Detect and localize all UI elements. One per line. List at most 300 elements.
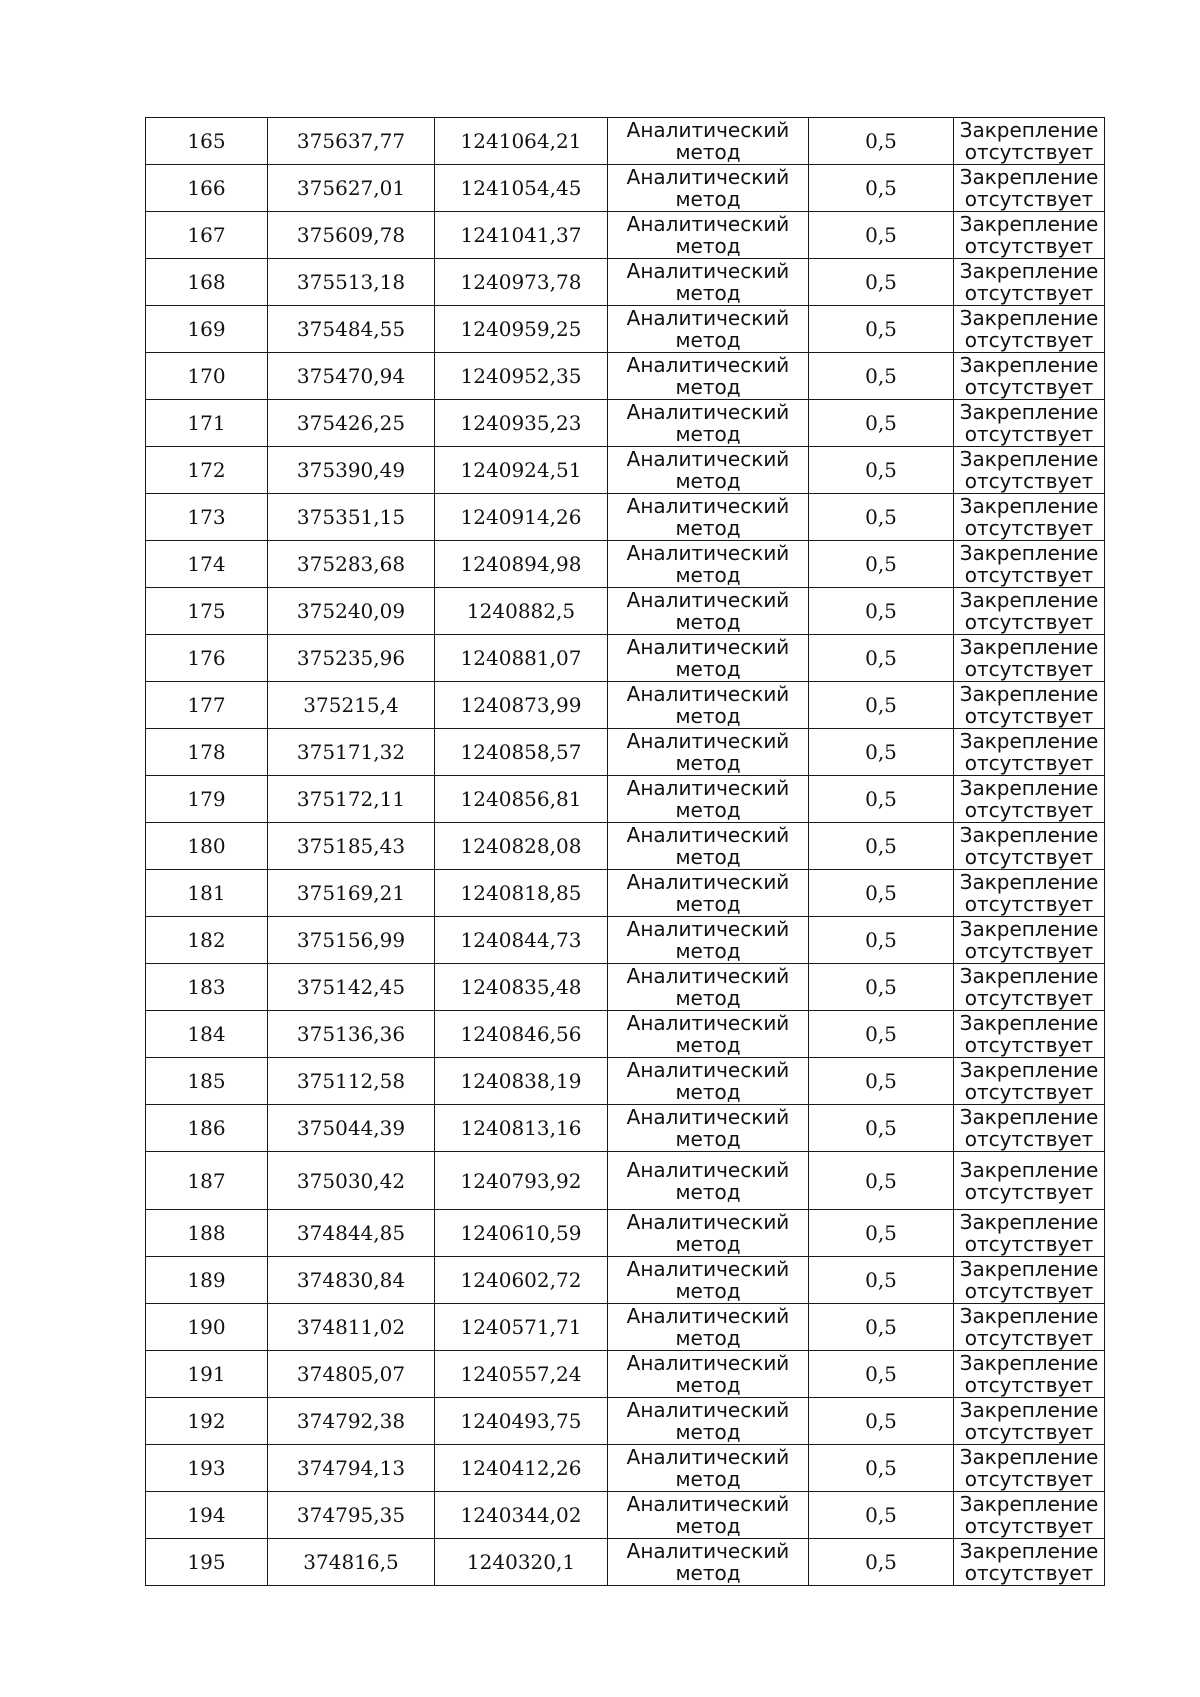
fixation-line-1: Закрепление [959,1210,1099,1234]
method-cell [608,823,809,870]
x-coordinate-cell: 375283,68 [268,541,435,588]
method-line-1: Аналитический [626,1210,790,1234]
table-row [146,1539,1105,1586]
fixation-line-2: отсутствует [964,1514,1094,1538]
method-line-2: метод [675,1467,741,1491]
fixation-cell [954,729,1105,776]
point-number-cell: 190 [146,1304,268,1351]
method-line-2: метод [675,1279,741,1303]
fixation-line-2: отсутствует [964,704,1094,728]
table-row [146,165,1105,212]
method-line-1: Аналитический [626,776,790,800]
fixation-line-1: Закрепление [959,259,1099,283]
x-coordinate-cell: 374805,07 [268,1351,435,1398]
point-number-cell: 170 [146,353,268,400]
fixation-line-2: отсутствует [964,140,1094,164]
x-coordinate-cell: 374795,35 [268,1492,435,1539]
fixation-cell [954,212,1105,259]
fixation-cell [954,259,1105,306]
fixation-cell [954,1210,1105,1257]
fixation-line-1: Закрепление [959,306,1099,330]
accuracy-cell: 0,5 [809,1152,954,1210]
fixation-line-1: Закрепление [959,212,1099,236]
point-number-cell: 173 [146,494,268,541]
accuracy-cell: 0,5 [809,447,954,494]
fixation-cell [954,1351,1105,1398]
accuracy-cell: 0,5 [809,400,954,447]
method-cell [608,588,809,635]
table-row [146,306,1105,353]
method-cell [608,1058,809,1105]
method-line-2: метод [675,1514,741,1538]
x-coordinate-cell: 375240,09 [268,588,435,635]
point-number-cell: 194 [146,1492,268,1539]
method-cell [608,212,809,259]
fixation-line-2: отсутствует [964,375,1094,399]
method-cell [608,494,809,541]
fixation-line-2: отсутствует [964,657,1094,681]
table-row [146,776,1105,823]
fixation-line-2: отсутствует [964,892,1094,916]
table-row [146,729,1105,776]
method-cell [608,118,809,165]
method-line-1: Аналитический [626,1351,790,1375]
point-number-cell: 172 [146,447,268,494]
accuracy-cell: 0,5 [809,1058,954,1105]
method-line-2: метод [675,845,741,869]
x-coordinate-cell: 375171,32 [268,729,435,776]
method-cell [608,353,809,400]
fixation-cell [954,823,1105,870]
table-row [146,1011,1105,1058]
fixation-line-2: отсутствует [964,1127,1094,1151]
fixation-line-2: отсутствует [964,1467,1094,1491]
point-number-cell: 191 [146,1351,268,1398]
method-line-2: метод [675,939,741,963]
fixation-line-1: Закрепление [959,1539,1099,1563]
method-line-2: метод [675,234,741,258]
table-row [146,1351,1105,1398]
fixation-cell [954,165,1105,212]
fixation-line-2: отсутствует [964,1080,1094,1104]
x-coordinate-cell: 375609,78 [268,212,435,259]
fixation-line-1: Закрепление [959,776,1099,800]
method-line-1: Аналитический [626,1304,790,1328]
fixation-line-2: отсутствует [964,469,1094,493]
method-cell [608,1351,809,1398]
y-coordinate-cell: 1240412,26 [435,1445,608,1492]
x-coordinate-cell: 375470,94 [268,353,435,400]
y-coordinate-cell: 1240952,35 [435,353,608,400]
method-cell [608,259,809,306]
table-row [146,353,1105,400]
method-line-2: метод [675,516,741,540]
accuracy-cell: 0,5 [809,1539,954,1586]
x-coordinate-cell: 375513,18 [268,259,435,306]
fixation-line-1: Закрепление [959,447,1099,471]
point-number-cell: 195 [146,1539,268,1586]
fixation-cell [954,1257,1105,1304]
method-line-2: метод [675,140,741,164]
method-cell [608,682,809,729]
y-coordinate-cell: 1240846,56 [435,1011,608,1058]
fixation-line-1: Закрепление [959,964,1099,988]
table-row [146,1058,1105,1105]
x-coordinate-cell: 375156,99 [268,917,435,964]
method-line-2: метод [675,328,741,352]
fixation-line-1: Закрепление [959,823,1099,847]
fixation-cell [954,917,1105,964]
method-cell [608,1011,809,1058]
method-line-1: Аналитический [626,1445,790,1469]
x-coordinate-cell: 375484,55 [268,306,435,353]
fixation-cell [954,353,1105,400]
point-number-cell: 174 [146,541,268,588]
table-row [146,541,1105,588]
accuracy-cell: 0,5 [809,964,954,1011]
point-number-cell: 193 [146,1445,268,1492]
method-line-1: Аналитический [626,588,790,612]
fixation-line-2: отсутствует [964,1033,1094,1057]
fixation-cell [954,1058,1105,1105]
method-cell [608,917,809,964]
fixation-line-2: отсутствует [964,798,1094,822]
method-line-2: метод [675,1561,741,1585]
method-line-1: Аналитический [626,447,790,471]
method-line-1: Аналитический [626,964,790,988]
fixation-cell [954,541,1105,588]
point-number-cell: 185 [146,1058,268,1105]
table-row [146,870,1105,917]
method-line-2: метод [675,281,741,305]
accuracy-cell: 0,5 [809,1105,954,1152]
x-coordinate-cell: 375426,25 [268,400,435,447]
point-number-cell: 192 [146,1398,268,1445]
point-number-cell: 189 [146,1257,268,1304]
table-row [146,212,1105,259]
fixation-line-1: Закрепление [959,682,1099,706]
y-coordinate-cell: 1241064,21 [435,118,608,165]
method-line-1: Аналитический [626,400,790,424]
x-coordinate-cell: 375169,21 [268,870,435,917]
method-line-1: Аналитический [626,212,790,236]
fixation-cell [954,1304,1105,1351]
fixation-cell [954,1492,1105,1539]
method-line-2: метод [675,1179,741,1204]
method-line-2: метод [675,657,741,681]
y-coordinate-cell: 1240557,24 [435,1351,608,1398]
method-line-1: Аналитический [626,1157,790,1182]
method-line-2: метод [675,751,741,775]
fixation-cell [954,447,1105,494]
method-line-1: Аналитический [626,1058,790,1082]
fixation-line-1: Закрепление [959,635,1099,659]
fixation-cell [954,118,1105,165]
fixation-cell [954,494,1105,541]
accuracy-cell: 0,5 [809,165,954,212]
x-coordinate-cell: 375136,36 [268,1011,435,1058]
fixation-cell [954,1152,1105,1210]
accuracy-cell: 0,5 [809,541,954,588]
point-number-cell: 178 [146,729,268,776]
method-line-1: Аналитический [626,1398,790,1422]
fixation-cell [954,964,1105,1011]
x-coordinate-cell: 374794,13 [268,1445,435,1492]
point-number-cell: 168 [146,259,268,306]
method-line-1: Аналитический [626,1105,790,1129]
y-coordinate-cell: 1240873,99 [435,682,608,729]
table-row [146,447,1105,494]
method-cell [608,635,809,682]
y-coordinate-cell: 1240602,72 [435,1257,608,1304]
accuracy-cell: 0,5 [809,729,954,776]
method-cell [608,1304,809,1351]
y-coordinate-cell: 1241054,45 [435,165,608,212]
method-line-1: Аналитический [626,823,790,847]
y-coordinate-cell: 1240344,02 [435,1492,608,1539]
fixation-line-1: Закрепление [959,1492,1099,1516]
accuracy-cell: 0,5 [809,118,954,165]
method-cell [608,1539,809,1586]
y-coordinate-cell: 1240935,23 [435,400,608,447]
point-number-cell: 186 [146,1105,268,1152]
method-line-2: метод [675,1232,741,1256]
method-line-1: Аналитический [626,353,790,377]
y-coordinate-cell: 1240844,73 [435,917,608,964]
method-line-2: метод [675,704,741,728]
accuracy-cell: 0,5 [809,776,954,823]
method-line-1: Аналитический [626,118,790,142]
fixation-line-1: Закрепление [959,870,1099,894]
fixation-cell [954,1398,1105,1445]
y-coordinate-cell: 1240320,1 [435,1539,608,1586]
x-coordinate-cell: 375044,39 [268,1105,435,1152]
fixation-line-1: Закрепление [959,165,1099,189]
point-number-cell: 179 [146,776,268,823]
x-coordinate-cell: 375627,01 [268,165,435,212]
point-number-cell: 165 [146,118,268,165]
fixation-line-1: Закрепление [959,1351,1099,1375]
coordinates-table [145,117,1105,1586]
point-number-cell: 169 [146,306,268,353]
x-coordinate-cell: 375637,77 [268,118,435,165]
point-number-cell: 180 [146,823,268,870]
method-line-1: Аналитический [626,1539,790,1563]
coordinates-table-body [146,118,1105,1586]
method-line-1: Аналитический [626,494,790,518]
x-coordinate-cell: 374811,02 [268,1304,435,1351]
fixation-line-1: Закрепление [959,1398,1099,1422]
fixation-line-1: Закрепление [959,541,1099,565]
y-coordinate-cell: 1240835,48 [435,964,608,1011]
fixation-cell [954,1445,1105,1492]
fixation-line-2: отсутствует [964,751,1094,775]
y-coordinate-cell: 1240959,25 [435,306,608,353]
table-row [146,917,1105,964]
table-row [146,1304,1105,1351]
method-line-1: Аналитический [626,259,790,283]
method-cell [608,1257,809,1304]
table-row [146,588,1105,635]
point-number-cell: 166 [146,165,268,212]
method-cell [608,1398,809,1445]
x-coordinate-cell: 375185,43 [268,823,435,870]
accuracy-cell: 0,5 [809,1304,954,1351]
fixation-line-2: отсутствует [964,1279,1094,1303]
y-coordinate-cell: 1241041,37 [435,212,608,259]
method-line-2: метод [675,375,741,399]
method-line-2: метод [675,986,741,1010]
fixation-line-2: отсутствует [964,1232,1094,1256]
y-coordinate-cell: 1240894,98 [435,541,608,588]
fixation-line-2: отсутствует [964,1179,1094,1204]
point-number-cell: 181 [146,870,268,917]
fixation-line-2: отсутствует [964,986,1094,1010]
method-line-1: Аналитический [626,165,790,189]
table-row [146,118,1105,165]
fixation-cell [954,1539,1105,1586]
fixation-line-1: Закрепление [959,1304,1099,1328]
fixation-line-2: отсутствует [964,234,1094,258]
table-row [146,823,1105,870]
point-number-cell: 188 [146,1210,268,1257]
fixation-line-2: отсутствует [964,563,1094,587]
y-coordinate-cell: 1240856,81 [435,776,608,823]
y-coordinate-cell: 1240914,26 [435,494,608,541]
fixation-cell [954,400,1105,447]
fixation-cell [954,682,1105,729]
method-line-1: Аналитический [626,541,790,565]
method-line-1: Аналитический [626,917,790,941]
fixation-line-2: отсутствует [964,610,1094,634]
fixation-line-1: Закрепление [959,1157,1099,1182]
x-coordinate-cell: 374844,85 [268,1210,435,1257]
fixation-line-1: Закрепление [959,1105,1099,1129]
table-row [146,1257,1105,1304]
method-line-2: метод [675,1033,741,1057]
y-coordinate-cell: 1240493,75 [435,1398,608,1445]
method-line-2: метод [675,563,741,587]
method-cell [608,400,809,447]
y-coordinate-cell: 1240813,16 [435,1105,608,1152]
x-coordinate-cell: 374830,84 [268,1257,435,1304]
fixation-line-1: Закрепление [959,400,1099,424]
method-cell [608,1445,809,1492]
method-cell [608,1492,809,1539]
fixation-line-1: Закрепление [959,588,1099,612]
accuracy-cell: 0,5 [809,259,954,306]
method-line-2: метод [675,892,741,916]
method-line-2: метод [675,187,741,211]
method-cell [608,1152,809,1210]
accuracy-cell: 0,5 [809,823,954,870]
table-row [146,1152,1105,1210]
method-line-1: Аналитический [626,1011,790,1035]
fixation-line-1: Закрепление [959,353,1099,377]
fixation-cell [954,306,1105,353]
point-number-cell: 187 [146,1152,268,1210]
method-cell [608,776,809,823]
accuracy-cell: 0,5 [809,1351,954,1398]
method-line-2: метод [675,798,741,822]
table-row [146,1105,1105,1152]
x-coordinate-cell: 375351,15 [268,494,435,541]
y-coordinate-cell: 1240924,51 [435,447,608,494]
method-line-1: Аналитический [626,1492,790,1516]
fixation-cell [954,588,1105,635]
method-cell [608,306,809,353]
method-line-2: метод [675,469,741,493]
method-cell [608,870,809,917]
x-coordinate-cell: 375030,42 [268,1152,435,1210]
accuracy-cell: 0,5 [809,1011,954,1058]
y-coordinate-cell: 1240881,07 [435,635,608,682]
table-row [146,494,1105,541]
fixation-line-2: отсутствует [964,187,1094,211]
method-line-1: Аналитический [626,635,790,659]
y-coordinate-cell: 1240818,85 [435,870,608,917]
x-coordinate-cell: 375172,11 [268,776,435,823]
accuracy-cell: 0,5 [809,212,954,259]
x-coordinate-cell: 375215,4 [268,682,435,729]
point-number-cell: 171 [146,400,268,447]
point-number-cell: 184 [146,1011,268,1058]
accuracy-cell: 0,5 [809,1492,954,1539]
fixation-line-2: отсутствует [964,1561,1094,1585]
method-line-2: метод [675,1127,741,1151]
fixation-cell [954,870,1105,917]
y-coordinate-cell: 1240828,08 [435,823,608,870]
accuracy-cell: 0,5 [809,682,954,729]
method-cell [608,541,809,588]
accuracy-cell: 0,5 [809,353,954,400]
method-cell [608,165,809,212]
fixation-cell [954,1105,1105,1152]
accuracy-cell: 0,5 [809,1445,954,1492]
point-number-cell: 175 [146,588,268,635]
method-line-2: метод [675,422,741,446]
fixation-line-2: отсутствует [964,281,1094,305]
method-line-2: метод [675,1373,741,1397]
table-row [146,1445,1105,1492]
accuracy-cell: 0,5 [809,1257,954,1304]
x-coordinate-cell: 375142,45 [268,964,435,1011]
accuracy-cell: 0,5 [809,635,954,682]
accuracy-cell: 0,5 [809,494,954,541]
table-row [146,635,1105,682]
table-row [146,1210,1105,1257]
y-coordinate-cell: 1240571,71 [435,1304,608,1351]
fixation-line-1: Закрепление [959,1257,1099,1281]
x-coordinate-cell: 375112,58 [268,1058,435,1105]
fixation-line-2: отсутствует [964,1326,1094,1350]
point-number-cell: 182 [146,917,268,964]
fixation-line-2: отсутствует [964,422,1094,446]
y-coordinate-cell: 1240973,78 [435,259,608,306]
accuracy-cell: 0,5 [809,1210,954,1257]
fixation-line-1: Закрепление [959,917,1099,941]
fixation-line-1: Закрепление [959,729,1099,753]
table-row [146,400,1105,447]
fixation-line-2: отсутствует [964,1373,1094,1397]
point-number-cell: 176 [146,635,268,682]
point-number-cell: 167 [146,212,268,259]
fixation-line-1: Закрепление [959,1445,1099,1469]
accuracy-cell: 0,5 [809,306,954,353]
fixation-line-2: отсутствует [964,845,1094,869]
method-line-2: метод [675,1420,741,1444]
accuracy-cell: 0,5 [809,588,954,635]
